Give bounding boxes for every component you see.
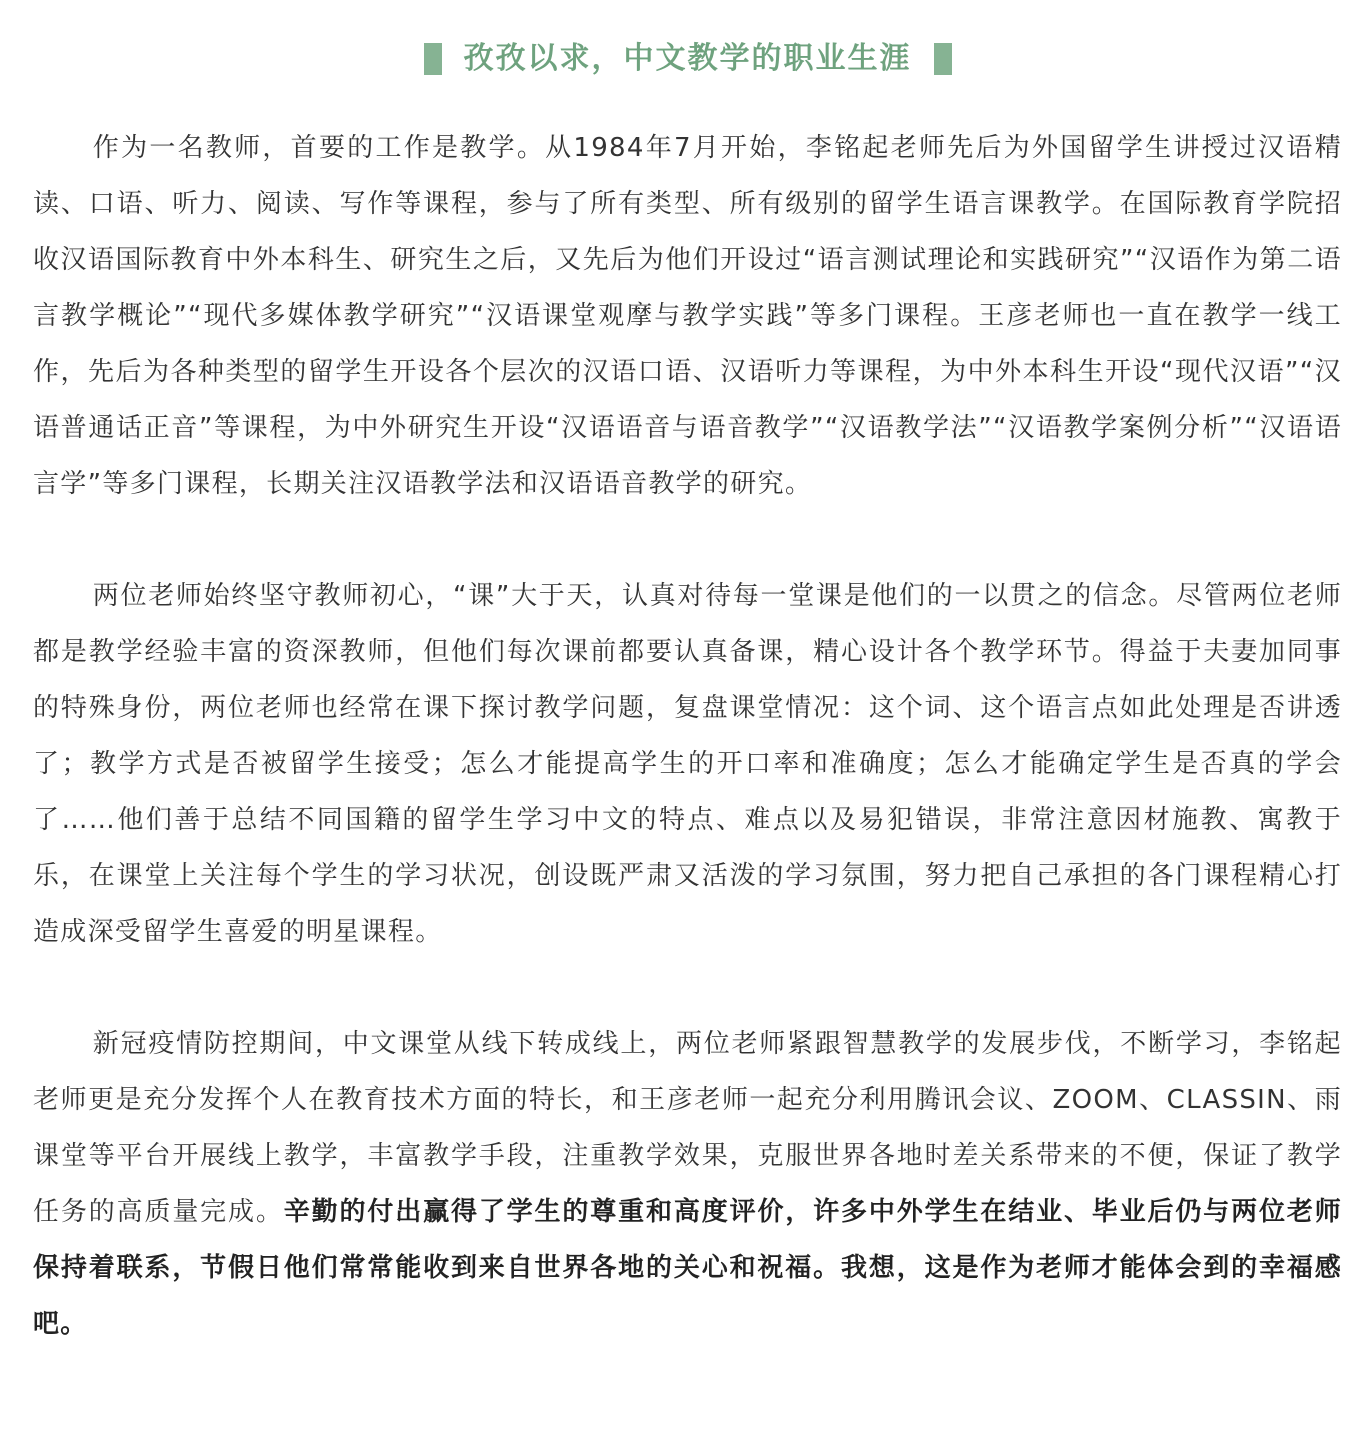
paragraph-teaching-career: 作为一名教师，首要的工作是教学。从1984年7月开始，李铭起老师先后为外国留学生讲授过汉语精读、口语、听力、阅读、写作等课程，参与了所有类型、所有级别的留学生语言课教学。在国际教育学院招收汉语国际教育中外本科生、研究生之后，又先后为他们开设过“语言测试理论和实践研究”“汉语作为第二语言教学概论”“现代多媒体教学研究”“汉语课堂观摩与教学实践”等多门课程。王彦老师也一直在教学一线工作，先后为各种类型的留学生开设各个层次的汉语口语、汉语听力等课程，为中外本科生开设“现代汉语”“汉语普通话正音”等课程，为中外研究生开设“汉语语音与语音教学”“汉语教学法”“汉语教学案例分析”“汉语语言学”等多门课程，长期关注汉语教学法和汉语语音教学的研究。 <box>33 133 1342 499</box>
paragraph-online-teaching-emphasis: 辛勤的付出赢得了学生的尊重和高度评价，许多中外学生在结业、毕业后仍与两位老师保持着联系，节假日他们常常能收到来自世界各地的关心和祝福。我想，这是作为老师才能体会到的幸福感吧。 <box>33 1197 1343 1339</box>
paragraph-online-teaching <box>33 1016 1342 1352</box>
paragraph-online-teaching-text: 新冠疫情防控期间，中文课堂从线下转成线上，两位老师紧跟智慧教学的发展步伐，不断学习，李铭起老师更是充分发挥个人在教育技术方面的特长，和王彦老师一起充分利用腾讯会议、ZOOM、CLASSIN、雨课堂等平台开展线上教学，丰富教学手段，注重教学效果，克服世界各地时差关系带来的不便，保证了教学任务的高质量完成。 <box>33 1029 1342 1227</box>
section-heading <box>33 0 1342 120</box>
section-title: 孜孜以求，中文教学的职业生涯 <box>463 41 912 76</box>
paragraph-teaching-dedication: 两位老师始终坚守教师初心，“课”大于天，认真对待每一堂课是他们的一以贯之的信念。尽管两位老师都是教学经验丰富的资深教师，但他们每次课前都要认真备课，精心设计各个教学环节。得益于夫妻加同事的特殊身份，两位老师也经常在课下探讨教学问题，复盘课堂情况：这个词、这个语言点如此处理是否讲透了；教学方式是否被留学生接受；怎么才能提高学生的开口率和准确度；怎么才能确定学生是否真的学会了……他们善于总结不同国籍的留学生学习中文的特点、难点以及易犯错误，非常注意因材施教、寓教于乐，在课堂上关注每个学生的学习状况，创设既严肃又活泼的学习氛围，努力把自己承担的各门课程精心打造成深受留学生喜爱的明星课程。 <box>33 581 1342 947</box>
section-heading-inner <box>424 43 952 75</box>
heading-left-bar <box>424 43 442 75</box>
heading-right-bar <box>934 43 952 75</box>
